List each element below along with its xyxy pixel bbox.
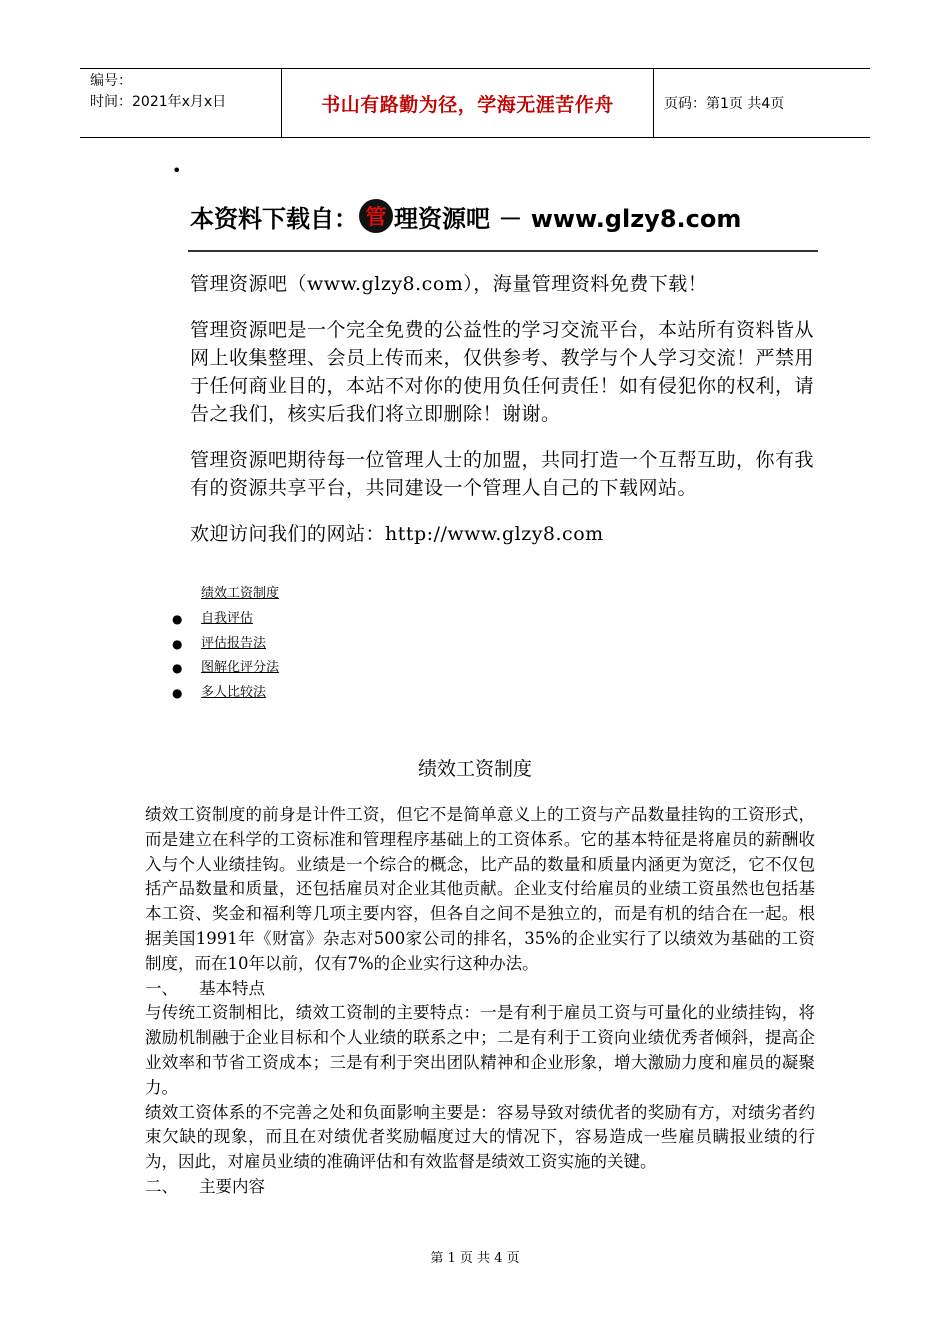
toc-item — [172, 607, 572, 632]
page-header — [80, 68, 870, 138]
document-title: 绩效工资制度 — [417, 758, 532, 780]
site-logo-icon: 管 — [359, 199, 393, 233]
banner-text — [190, 270, 822, 566]
bullet-icon: ● — [172, 686, 183, 701]
header-motto: 书山有路勤为径，学海无涯苦作舟 — [321, 93, 614, 116]
bullet-icon: ● — [172, 611, 183, 626]
date-label: 时间：2021年x月x日 — [90, 94, 227, 110]
banner-paragraph3: 管理资源吧期待每一位管理人士的加盟，共同打造一个互帮互助，你有我有的资源共享平台，共同建设一个管理人自己的下载网站。 — [190, 449, 815, 499]
body-paragraph: 与传统工资制相比，绩效工资制的主要特点：一是有利于雇员工资与可量化的业绩挂钩，将激励机制融于企业目标和个人业绩的联系之中；二是有利于工资向业绩优秀者倾斜，提高企业效率和节省工资成本；三是有利于突出团队精神和企业形象，增大激励力度和雇员的凝聚力。 — [145, 1003, 815, 1097]
page-footer: 第 1 页 共 4 页 — [430, 1251, 520, 1266]
body-paragraph: 绩效工资制度的前身是计件工资，但它不是简单意义上的工资与产品数量挂钩的工资形式，而是建立在科学的工资标准和管理程序基础上的工资体系。它的基本特征是将雇员的薪酬收入与个人业绩挂钩。业绩是一个综合的概念，比产品的数量和质量内涵更为宽泛，它不仅包括产品数量和质量，还包括雇员对企业其他贡献。企业支付给雇员的业绩工资虽然也包括基本工资、奖金和福利等几项主要内容，但各自之间不是独立的，而是有机的结合在一起。根据美国1991年《财富》杂志对500家公司的排名，35%的企业实行了以绩效为基础的工资制度，而在10年以前，仅有7%的企业实行这种办法。 — [145, 805, 815, 973]
section-heading: 一、 基本特点 — [145, 978, 265, 998]
banner-visit: 欢迎访问我们的网站：http://www.glzy8.com — [190, 523, 604, 545]
toc-link-self-evaluation[interactable]: 自我评估 — [201, 610, 254, 626]
bullet-icon: ● — [172, 661, 183, 676]
body-paragraph: 绩效工资体系的不完善之处和负面影响主要是：容易导致对绩优者的奖励有方，对绩劣者约束欠缺的现象，而且在对绩优者奖励幅度过大的情况下，容易造成一些雇员瞒报业绩的行为，因此，对雇员业绩的准确评估和有效监督是绩效工资实施的关键。 — [145, 1102, 815, 1172]
banner-title-prefix: 本资料下载自： — [190, 204, 358, 233]
banner-line1: 管理资源吧（www.glzy8.com），海量管理资料免费下载！ — [190, 273, 708, 295]
header-motto-cell — [282, 69, 654, 137]
toc-item — [172, 681, 572, 706]
toc-link-evaluation-report[interactable]: 评估报告法 — [201, 635, 267, 651]
header-page-info: 页码：第1页 共4页 — [664, 96, 785, 112]
bullet-icon: ● — [172, 636, 183, 651]
table-of-contents — [172, 582, 572, 706]
toc-link-graphic-rating[interactable]: 图解化评分法 — [201, 660, 280, 676]
banner-paragraph2: 管理资源吧是一个完全免费的公益性的学习交流平台，本站所有资料皆从网上收集整理、会员上传而来，仅供参考、教学与个人学习交流！严禁用于任何商业目的，本站不对你的使用负任何责任！如有侵犯你的权利，请告之我们，核实后我们将立即删除！谢谢。 — [190, 319, 815, 425]
toc-link-multi-person-comparison[interactable]: 多人比较法 — [201, 685, 267, 701]
download-banner — [188, 190, 823, 550]
toc-item — [172, 632, 572, 657]
bullet-icon: • — [172, 161, 182, 180]
doc-number-label: 编号： — [90, 73, 132, 89]
section-heading: 二、 主要内容 — [145, 1176, 265, 1196]
document-body — [145, 803, 815, 1200]
toc-link-performance-pay[interactable]: 绩效工资制度 — [201, 586, 280, 601]
banner-title-suffix: 理资源吧 － www.glzy8.com — [394, 204, 742, 233]
toc-item — [172, 656, 572, 681]
banner-title — [190, 190, 822, 242]
header-meta — [80, 69, 282, 137]
banner-divider — [188, 250, 818, 252]
header-page-info-cell — [654, 69, 870, 137]
toc-item — [172, 582, 572, 607]
